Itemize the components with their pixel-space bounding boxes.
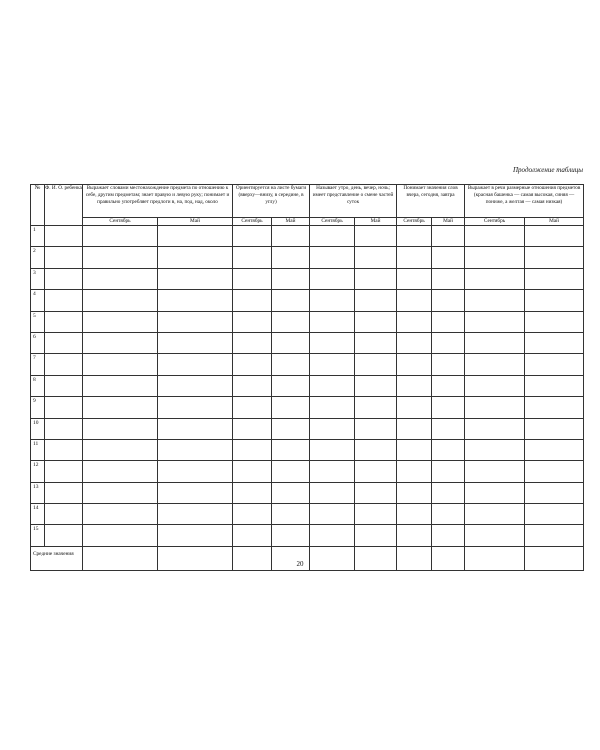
score-cell[interactable] — [158, 397, 233, 418]
child-name-cell[interactable] — [45, 418, 83, 439]
score-cell[interactable] — [432, 504, 465, 525]
score-cell[interactable] — [355, 439, 397, 460]
score-cell[interactable] — [397, 268, 432, 289]
child-name-cell[interactable] — [45, 226, 83, 247]
score-cell[interactable] — [355, 247, 397, 268]
score-cell[interactable] — [355, 290, 397, 311]
score-cell[interactable] — [83, 354, 158, 375]
score-cell[interactable] — [432, 311, 465, 332]
child-name-cell[interactable] — [45, 504, 83, 525]
header-criterion-location: Выражает словами местонахождение предмета по отношению к себе, другим предметам; знает правую и левую руку; понимает и правильно употребляет предлоги в, на, под, над, около — [83, 185, 233, 218]
score-cell[interactable] — [83, 226, 158, 247]
score-cell[interactable] — [355, 268, 397, 289]
score-cell[interactable] — [397, 461, 432, 482]
score-cell[interactable] — [272, 504, 310, 525]
score-cell[interactable] — [272, 439, 310, 460]
header-criterion-paper-orientation: Ориентируется на листе бумаги (вверху—внизу, в середине, в углу) — [233, 185, 310, 218]
score-cell[interactable] — [310, 247, 355, 268]
subheader-september: Сентябрь — [233, 218, 272, 226]
score-cell[interactable] — [397, 226, 432, 247]
row-number: 11 — [31, 439, 45, 460]
row-number: 3 — [31, 268, 45, 289]
score-cell[interactable] — [310, 418, 355, 439]
child-name-cell[interactable] — [45, 397, 83, 418]
score-cell[interactable] — [397, 375, 432, 396]
score-cell[interactable] — [465, 397, 525, 418]
score-cell[interactable] — [465, 226, 525, 247]
score-cell[interactable] — [465, 311, 525, 332]
score-cell[interactable] — [158, 226, 233, 247]
score-cell[interactable] — [233, 418, 272, 439]
score-cell[interactable] — [233, 461, 272, 482]
score-cell[interactable] — [525, 290, 584, 311]
score-cell[interactable] — [310, 482, 355, 503]
subheader-may: Май — [355, 218, 397, 226]
score-cell[interactable] — [310, 461, 355, 482]
score-cell[interactable] — [355, 354, 397, 375]
child-name-cell[interactable] — [45, 461, 83, 482]
score-cell[interactable] — [432, 332, 465, 353]
score-cell[interactable] — [233, 311, 272, 332]
child-name-cell[interactable] — [45, 247, 83, 268]
score-cell[interactable] — [83, 332, 158, 353]
score-cell[interactable] — [432, 525, 465, 546]
row-number: 8 — [31, 375, 45, 396]
average-cell[interactable] — [233, 546, 272, 570]
header-criterion-size-relations: Выражает в речи размерные отношения предметов (красная башенка — самая высокая, синяя — пониже, а желтая — самая низкая) — [465, 185, 584, 218]
header-child-name: Ф. И. О. ребенка — [45, 185, 83, 226]
score-cell[interactable] — [83, 504, 158, 525]
table-row — [31, 482, 584, 503]
row-number: 14 — [31, 504, 45, 525]
score-cell[interactable] — [158, 482, 233, 503]
subheader-september: Сентябрь — [310, 218, 355, 226]
score-cell[interactable] — [233, 439, 272, 460]
score-cell[interactable] — [83, 375, 158, 396]
score-cell[interactable] — [432, 247, 465, 268]
score-cell[interactable] — [158, 418, 233, 439]
child-name-cell[interactable] — [45, 482, 83, 503]
score-cell[interactable] — [465, 439, 525, 460]
score-cell[interactable] — [272, 418, 310, 439]
score-cell[interactable] — [272, 332, 310, 353]
score-cell[interactable] — [272, 226, 310, 247]
average-cell[interactable] — [355, 546, 397, 570]
score-cell[interactable] — [158, 504, 233, 525]
score-cell[interactable] — [158, 439, 233, 460]
score-cell[interactable] — [525, 418, 584, 439]
table-row — [31, 504, 584, 525]
score-cell[interactable] — [432, 268, 465, 289]
score-cell[interactable] — [397, 504, 432, 525]
subheader-may: Май — [272, 218, 310, 226]
score-cell[interactable] — [158, 290, 233, 311]
score-cell[interactable] — [83, 311, 158, 332]
child-name-cell[interactable] — [45, 268, 83, 289]
score-cell[interactable] — [397, 397, 432, 418]
subheader-september: Сентябрь — [465, 218, 525, 226]
score-cell[interactable] — [465, 482, 525, 503]
score-cell[interactable] — [158, 375, 233, 396]
score-cell[interactable] — [158, 311, 233, 332]
score-cell[interactable] — [310, 226, 355, 247]
score-cell[interactable] — [272, 290, 310, 311]
score-cell[interactable] — [83, 247, 158, 268]
row-number: 9 — [31, 397, 45, 418]
score-cell[interactable] — [525, 247, 584, 268]
score-cell[interactable] — [310, 354, 355, 375]
score-cell[interactable] — [432, 418, 465, 439]
score-cell[interactable] — [465, 268, 525, 289]
score-cell[interactable] — [272, 482, 310, 503]
table-row — [31, 332, 584, 353]
score-cell[interactable] — [465, 247, 525, 268]
score-cell[interactable] — [355, 482, 397, 503]
header-criterion-day-parts: Называет утро, день, вечер, ночь; имеет представление о смене частей суток — [310, 185, 397, 218]
score-cell[interactable] — [397, 311, 432, 332]
score-cell[interactable] — [272, 354, 310, 375]
score-cell[interactable] — [158, 332, 233, 353]
score-cell[interactable] — [272, 247, 310, 268]
score-cell[interactable] — [397, 525, 432, 546]
observation-table — [30, 184, 584, 571]
average-cell[interactable] — [158, 546, 233, 570]
subheader-september: Сентябрь — [83, 218, 158, 226]
score-cell[interactable] — [310, 290, 355, 311]
row-number: 12 — [31, 461, 45, 482]
score-cell[interactable] — [465, 332, 525, 353]
score-cell[interactable] — [355, 226, 397, 247]
table-row — [31, 226, 584, 247]
score-cell[interactable] — [310, 525, 355, 546]
score-cell[interactable] — [465, 354, 525, 375]
score-cell[interactable] — [83, 268, 158, 289]
score-cell[interactable] — [355, 397, 397, 418]
score-cell[interactable] — [233, 354, 272, 375]
score-cell[interactable] — [525, 268, 584, 289]
score-cell[interactable] — [272, 461, 310, 482]
score-cell[interactable] — [397, 354, 432, 375]
table-row — [31, 354, 584, 375]
score-cell[interactable] — [525, 226, 584, 247]
row-number: 10 — [31, 418, 45, 439]
score-cell[interactable] — [158, 525, 233, 546]
table-row — [31, 375, 584, 396]
score-cell[interactable] — [525, 525, 584, 546]
score-cell[interactable] — [432, 375, 465, 396]
score-cell[interactable] — [272, 268, 310, 289]
score-cell[interactable] — [355, 525, 397, 546]
score-cell[interactable] — [310, 439, 355, 460]
score-cell[interactable] — [233, 504, 272, 525]
table-row — [31, 525, 584, 546]
score-cell[interactable] — [83, 397, 158, 418]
score-cell[interactable] — [310, 397, 355, 418]
subheader-may: Май — [432, 218, 465, 226]
score-cell[interactable] — [432, 226, 465, 247]
table-row — [31, 268, 584, 289]
score-cell[interactable] — [525, 504, 584, 525]
score-cell[interactable] — [233, 226, 272, 247]
score-cell[interactable] — [233, 375, 272, 396]
subheader-may: Май — [525, 218, 584, 226]
row-number: 6 — [31, 332, 45, 353]
score-cell[interactable] — [272, 397, 310, 418]
score-cell[interactable] — [355, 504, 397, 525]
average-cell[interactable] — [83, 546, 158, 570]
score-cell[interactable] — [272, 525, 310, 546]
row-number: 5 — [31, 311, 45, 332]
child-name-cell[interactable] — [45, 525, 83, 546]
score-cell[interactable] — [158, 247, 233, 268]
score-cell[interactable] — [397, 418, 432, 439]
score-cell[interactable] — [465, 375, 525, 396]
score-cell[interactable] — [355, 375, 397, 396]
score-cell[interactable] — [233, 525, 272, 546]
score-cell[interactable] — [465, 290, 525, 311]
score-cell[interactable] — [158, 268, 233, 289]
score-cell[interactable] — [233, 332, 272, 353]
score-cell[interactable] — [233, 268, 272, 289]
average-cell[interactable] — [397, 546, 432, 570]
table-row — [31, 461, 584, 482]
score-cell[interactable] — [525, 354, 584, 375]
score-cell[interactable] — [355, 461, 397, 482]
score-cell[interactable] — [83, 290, 158, 311]
score-cell[interactable] — [525, 461, 584, 482]
score-cell[interactable] — [233, 290, 272, 311]
score-cell[interactable] — [83, 418, 158, 439]
score-cell[interactable] — [432, 397, 465, 418]
table-row — [31, 290, 584, 311]
score-cell[interactable] — [83, 482, 158, 503]
score-cell[interactable] — [83, 439, 158, 460]
continuation-label: Продолжение таблицы — [513, 166, 584, 174]
average-cell[interactable] — [465, 546, 525, 570]
child-name-cell[interactable] — [45, 439, 83, 460]
score-cell[interactable] — [310, 311, 355, 332]
score-cell[interactable] — [432, 482, 465, 503]
average-cell[interactable] — [310, 546, 355, 570]
table-row — [31, 439, 584, 460]
score-cell[interactable] — [397, 247, 432, 268]
row-number: 7 — [31, 354, 45, 375]
score-cell[interactable] — [525, 332, 584, 353]
score-cell[interactable] — [158, 461, 233, 482]
score-cell[interactable] — [233, 482, 272, 503]
score-cell[interactable] — [525, 311, 584, 332]
score-cell[interactable] — [432, 461, 465, 482]
score-cell[interactable] — [272, 311, 310, 332]
score-cell[interactable] — [465, 418, 525, 439]
score-cell[interactable] — [355, 418, 397, 439]
score-cell[interactable] — [310, 375, 355, 396]
subheader-may: Май — [158, 218, 233, 226]
score-cell[interactable] — [465, 525, 525, 546]
average-cell[interactable] — [525, 546, 584, 570]
page-number: 20 — [296, 560, 304, 568]
score-cell[interactable] — [397, 482, 432, 503]
row-number: 15 — [31, 525, 45, 546]
row-number: 13 — [31, 482, 45, 503]
child-name-cell[interactable] — [45, 332, 83, 353]
score-cell[interactable] — [525, 482, 584, 503]
score-cell[interactable] — [83, 461, 158, 482]
row-number: 4 — [31, 290, 45, 311]
child-name-cell[interactable] — [45, 375, 83, 396]
score-cell[interactable] — [158, 354, 233, 375]
child-name-cell[interactable] — [45, 311, 83, 332]
table-row — [31, 247, 584, 268]
score-cell[interactable] — [355, 332, 397, 353]
score-cell[interactable] — [432, 290, 465, 311]
score-cell[interactable] — [83, 525, 158, 546]
score-cell[interactable] — [525, 375, 584, 396]
score-cell[interactable] — [525, 439, 584, 460]
score-cell[interactable] — [397, 290, 432, 311]
score-cell[interactable] — [233, 247, 272, 268]
score-cell[interactable] — [272, 375, 310, 396]
table-row — [31, 397, 584, 418]
row-number: 1 — [31, 226, 45, 247]
child-name-cell[interactable] — [45, 290, 83, 311]
score-cell[interactable] — [233, 397, 272, 418]
score-cell[interactable] — [525, 397, 584, 418]
subheader-september: Сентябрь — [397, 218, 432, 226]
header-number: № — [31, 185, 45, 226]
score-cell[interactable] — [310, 504, 355, 525]
score-cell[interactable] — [310, 268, 355, 289]
score-cell[interactable] — [432, 439, 465, 460]
score-cell[interactable] — [397, 439, 432, 460]
average-cell[interactable] — [432, 546, 465, 570]
average-label: Средние значения — [31, 546, 83, 570]
table-row — [31, 418, 584, 439]
table-row — [31, 311, 584, 332]
header-criterion-yesterday-today: Понимает значения слов вчера, сегодня, завтра — [397, 185, 465, 218]
score-cell[interactable] — [465, 461, 525, 482]
score-cell[interactable] — [355, 311, 397, 332]
score-cell[interactable] — [465, 504, 525, 525]
child-name-cell[interactable] — [45, 354, 83, 375]
score-cell[interactable] — [432, 354, 465, 375]
score-cell[interactable] — [310, 332, 355, 353]
row-number: 2 — [31, 247, 45, 268]
score-cell[interactable] — [397, 332, 432, 353]
